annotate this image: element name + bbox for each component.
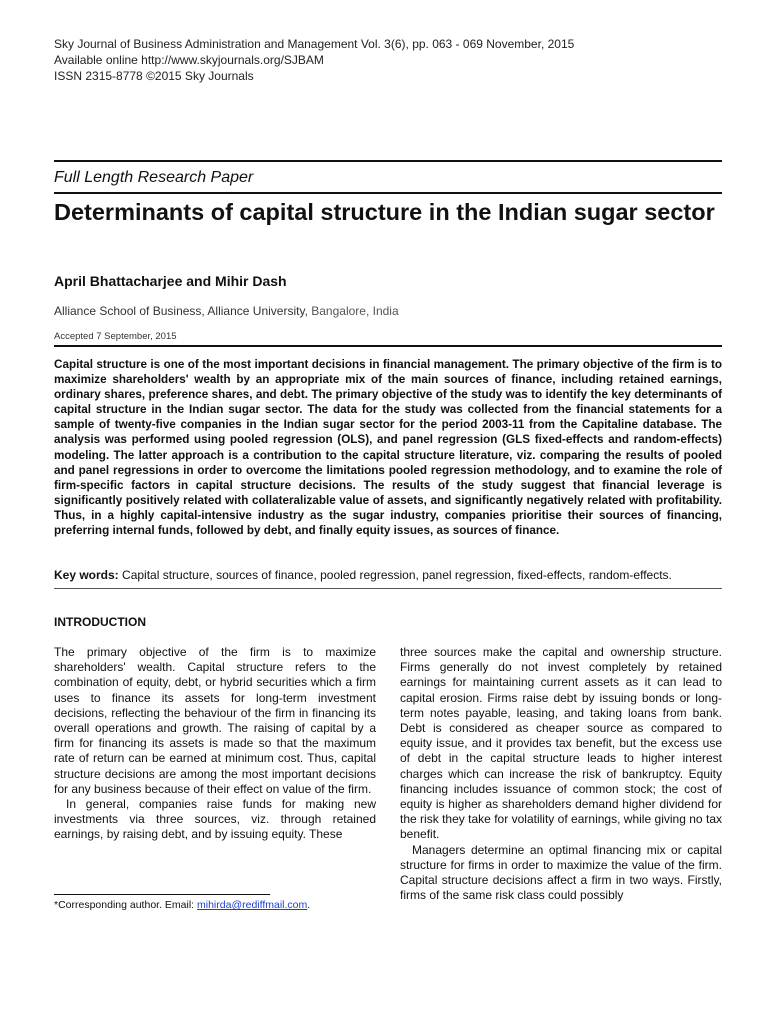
author-email-link[interactable]: mihirda@rediffmail.com — [197, 899, 308, 911]
affiliation — [54, 303, 399, 319]
section-heading-introduction: INTRODUCTION — [54, 615, 146, 629]
journal-issn: ISSN 2315-8778 ©2015 Sky Journals — [54, 69, 254, 83]
paragraph: Managers determine an optimal financing mix or capital structure for firms in order to maximize the value of the firm. Capital structure decisions affect a firm in two ways. Firstly, firms of the same risk class could possibly — [400, 842, 722, 903]
page-title: Determinants of capital structure in the Indian sugar sector — [54, 199, 715, 225]
authors: April Bhattacharjee and Mihir Dash — [54, 273, 287, 289]
abstract: Capital structure is one of the most important decisions in financial management. The primary objective of the firm is to maximize shareholders' wealth by an appropriate mix of the main sources of finance, including retained earnings, ordinary shares, preference shares, and debt. The primary objective of the study was to identify the key determinants of capital structure in the Indian sugar sector. The data for the study was collected from the financial statements for a sample of twenty-five companies in the Indian sugar sector for the period 2003-11 from the Capitaline database. The analysis was performed using pooled regression (OLS), and panel regression (GLS fixed-effects and random-effects) modeling. The latter approach is a contribution to the capital structure literature, viz. comparing the results of pooled and panel regressions in order to overcome the limitations pooled regression methodology, and to examine the role of firm-specific factors in capital structure decisions. The results of the study suggest that financial leverage is significantly positively related with collateralizable value of assets, and significantly negatively related with profitability. Thus, in a highly capital-intensive industry as the sugar industry, companies prioritise their sources of financing, preferring internal funds, followed by debt, and finally equity issues, as sources of finance. — [54, 358, 722, 538]
affiliation-institution: Alliance School of Business, Alliance University, — [54, 304, 308, 318]
body-column-right — [400, 645, 722, 903]
journal-citation: Sky Journal of Business Administration and Management Vol. 3(6), pp. 063 - 069 November, 2015 — [54, 37, 575, 51]
title-divider — [54, 192, 722, 194]
body-column-left — [54, 645, 376, 843]
footnote — [54, 898, 310, 912]
abstract-top-divider — [54, 345, 722, 347]
keywords-label: Key words: — [54, 568, 119, 582]
journal-header — [54, 36, 574, 84]
accepted-date: Accepted 7 September, 2015 — [54, 331, 177, 342]
keywords — [54, 567, 722, 583]
keywords-text: Capital structure, sources of finance, pooled regression, panel regression, fixed-effects, random-effects. — [122, 568, 672, 582]
footnote-suffix: . — [307, 899, 311, 911]
paper-type: Full Length Research Paper — [54, 169, 254, 186]
paragraph: In general, companies raise funds for making new investments via three sources, viz. through retained earnings, by raising debt, and by issuing equity. These — [54, 797, 376, 842]
keywords-divider — [54, 588, 722, 589]
footnote-divider — [54, 894, 270, 895]
footnote-prefix: *Corresponding author. Email: — [54, 899, 195, 911]
affiliation-location: Bangalore, India — [311, 304, 399, 318]
journal-availability: Available online http://www.skyjournals.org/SJBAM — [54, 53, 324, 67]
paragraph: The primary objective of the firm is to maximize shareholders' wealth. Capital structure refers to the combination of equity, debt, or hybrid securities which a firm uses to finance its assets for long-term investment decisions, reflecting the behaviour of the firm in financing its overall operations and growth. The raising of capital by a firm for financing its assets is made so that the maximum rate of return can be earned at minimum cost. Thus, capital structure decisions are among the most important decisions for any business because of their effect on value of the firm. — [54, 645, 376, 796]
header-divider — [54, 160, 722, 162]
paragraph: three sources make the capital and ownership structure. Firms generally do not invest completely by retained earnings for maintaining current assets as it can lead to capital erosion. Firms raise debt by issuing bonds or long-term notes payable, leasing, and taking loans from bank. Debt is considered as cheaper source as compared to equity issue, and it provides tax benefit, but the excess use of debt in the capital structure leads to higher interest charges which can increase the risk of bankruptcy. Equity financing includes issuance of common stock; the cost of equity is higher as shareholders demand higher dividend for the risk they take for volatility of earnings, while giving no tax benefit. — [400, 645, 722, 842]
